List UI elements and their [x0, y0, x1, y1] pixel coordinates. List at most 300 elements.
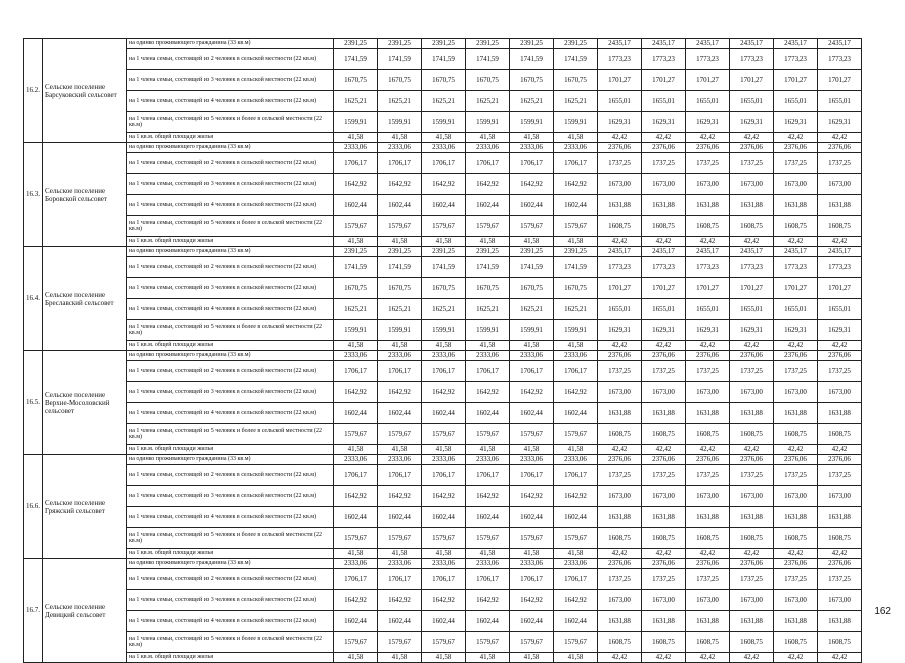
value-cell: 1631,88 — [774, 507, 818, 528]
value-cell: 1602,44 — [334, 403, 378, 424]
value-cell: 1631,88 — [686, 507, 730, 528]
value-cell: 1737,25 — [598, 465, 642, 486]
value-cell: 1737,25 — [642, 465, 686, 486]
value-cell: 1741,59 — [334, 257, 378, 278]
value-cell: 1602,44 — [510, 195, 554, 216]
value-cell: 1642,92 — [466, 382, 510, 403]
value-cell: 2435,17 — [774, 247, 818, 257]
value-cell: 41,58 — [422, 445, 466, 455]
value-cell: 1629,31 — [598, 320, 642, 341]
value-cell: 1673,00 — [818, 382, 862, 403]
value-cell: 1670,75 — [510, 278, 554, 299]
value-cell: 1579,67 — [466, 528, 510, 549]
value-cell: 41,58 — [378, 549, 422, 559]
value-cell: 1631,88 — [686, 611, 730, 632]
value-cell: 2435,17 — [686, 247, 730, 257]
value-cell: 1741,59 — [334, 49, 378, 70]
value-cell: 1670,75 — [510, 70, 554, 91]
value-cell: 42,42 — [598, 133, 642, 143]
row-description: на одинко проживающего гражданина (33 кв.м) — [127, 247, 334, 257]
value-cell: 42,42 — [686, 341, 730, 351]
value-cell: 2333,06 — [422, 559, 466, 569]
value-cell: 42,42 — [774, 133, 818, 143]
value-cell: 2333,06 — [334, 455, 378, 465]
value-cell: 2376,06 — [818, 559, 862, 569]
value-cell: 42,42 — [730, 549, 774, 559]
value-cell: 1673,00 — [642, 590, 686, 611]
value-cell: 2391,25 — [510, 39, 554, 49]
value-cell: 1737,25 — [818, 361, 862, 382]
value-cell: 1642,92 — [378, 174, 422, 195]
value-cell: 1599,91 — [554, 320, 598, 341]
row-description: на 1 члена семьи, состоящей из 5 человек и более в сельской местности (22 кв.м) — [127, 112, 334, 133]
value-cell: 2391,25 — [422, 39, 466, 49]
value-cell: 2391,25 — [466, 39, 510, 49]
value-cell: 41,58 — [422, 653, 466, 663]
value-cell: 1599,91 — [422, 112, 466, 133]
value-cell: 1673,00 — [730, 382, 774, 403]
value-cell: 1608,75 — [818, 424, 862, 445]
value-cell: 1579,67 — [554, 528, 598, 549]
value-cell: 2391,25 — [554, 39, 598, 49]
value-cell: 1670,75 — [422, 278, 466, 299]
value-cell: 1579,67 — [334, 528, 378, 549]
value-cell: 1629,31 — [598, 112, 642, 133]
value-cell: 42,42 — [598, 237, 642, 247]
settlement-name: Сельское поселение Барсуковский сельсовет — [43, 39, 127, 143]
value-cell: 1741,59 — [422, 49, 466, 70]
value-cell: 41,58 — [510, 341, 554, 351]
value-cell: 1625,21 — [466, 91, 510, 112]
value-cell: 1602,44 — [422, 403, 466, 424]
value-cell: 42,42 — [774, 549, 818, 559]
value-cell: 1673,00 — [598, 590, 642, 611]
value-cell: 2435,17 — [598, 39, 642, 49]
value-cell: 41,58 — [554, 341, 598, 351]
value-cell: 41,58 — [510, 445, 554, 455]
table-row — [24, 455, 862, 465]
value-cell: 1602,44 — [422, 611, 466, 632]
value-cell: 1631,88 — [774, 403, 818, 424]
row-description: на 1 члена семьи, состоящей из 5 человек и более в сельской местности (22 кв.м) — [127, 424, 334, 445]
value-cell: 2333,06 — [510, 351, 554, 361]
row-description: на 1 члена семьи, состоящей из 4 человек в сельской местности (22 кв.м) — [127, 91, 334, 112]
value-cell: 1706,17 — [554, 361, 598, 382]
value-cell: 1773,23 — [598, 257, 642, 278]
value-cell: 1608,75 — [774, 632, 818, 653]
value-cell: 1608,75 — [730, 216, 774, 237]
value-cell: 1706,17 — [422, 569, 466, 590]
value-cell: 1773,23 — [642, 49, 686, 70]
value-cell: 42,42 — [686, 445, 730, 455]
value-cell: 1706,17 — [378, 465, 422, 486]
table-row — [24, 153, 862, 174]
table-row — [24, 403, 862, 424]
value-cell: 1737,25 — [686, 153, 730, 174]
value-cell: 1642,92 — [554, 590, 598, 611]
value-cell: 1670,75 — [422, 70, 466, 91]
value-cell: 1701,27 — [598, 70, 642, 91]
value-cell: 1737,25 — [774, 465, 818, 486]
value-cell: 2333,06 — [466, 351, 510, 361]
value-cell: 1579,67 — [334, 632, 378, 653]
value-cell: 1670,75 — [466, 278, 510, 299]
value-cell: 1629,31 — [730, 112, 774, 133]
row-index: 16.3. — [24, 143, 43, 247]
value-cell: 41,58 — [422, 549, 466, 559]
value-cell: 1579,67 — [554, 216, 598, 237]
tariff-table — [23, 38, 862, 663]
value-cell: 1642,92 — [510, 174, 554, 195]
value-cell: 42,42 — [774, 653, 818, 663]
row-description: на 1 члена семьи, состоящей из 4 человек в сельской местности (22 кв.м) — [127, 299, 334, 320]
value-cell: 2376,06 — [730, 351, 774, 361]
value-cell: 1655,01 — [774, 299, 818, 320]
value-cell: 1602,44 — [554, 507, 598, 528]
value-cell: 1773,23 — [818, 49, 862, 70]
value-cell: 1608,75 — [730, 528, 774, 549]
value-cell: 2333,06 — [422, 455, 466, 465]
value-cell: 41,58 — [334, 549, 378, 559]
value-cell: 41,58 — [466, 445, 510, 455]
value-cell: 2333,06 — [510, 559, 554, 569]
value-cell: 1608,75 — [818, 216, 862, 237]
value-cell: 2376,06 — [598, 351, 642, 361]
value-cell: 1706,17 — [422, 465, 466, 486]
row-description: на 1 члена семьи, состоящей из 4 человек в сельской местности (22 кв.м) — [127, 195, 334, 216]
value-cell: 1631,88 — [730, 611, 774, 632]
value-cell: 1701,27 — [774, 70, 818, 91]
value-cell: 1706,17 — [510, 153, 554, 174]
value-cell: 1701,27 — [818, 278, 862, 299]
table-row — [24, 569, 862, 590]
value-cell: 1673,00 — [686, 174, 730, 195]
value-cell: 1631,88 — [730, 507, 774, 528]
value-cell: 1737,25 — [774, 569, 818, 590]
value-cell: 2376,06 — [774, 143, 818, 153]
value-cell: 1629,31 — [686, 320, 730, 341]
value-cell: 1673,00 — [818, 486, 862, 507]
value-cell: 42,42 — [818, 133, 862, 143]
value-cell: 42,42 — [686, 237, 730, 247]
value-cell: 2391,25 — [554, 247, 598, 257]
value-cell: 1602,44 — [378, 507, 422, 528]
value-cell: 1602,44 — [378, 611, 422, 632]
value-cell: 1608,75 — [598, 424, 642, 445]
value-cell: 41,58 — [334, 341, 378, 351]
value-cell: 1631,88 — [730, 195, 774, 216]
row-description: на 1 члена семьи, состоящей из 5 человек и более в сельской местности (22 кв.м) — [127, 216, 334, 237]
table-row — [24, 39, 862, 49]
value-cell: 1642,92 — [466, 174, 510, 195]
row-description: на 1 кв.м. общей площади жилья — [127, 341, 334, 351]
value-cell: 2333,06 — [422, 143, 466, 153]
value-cell: 1579,67 — [378, 632, 422, 653]
value-cell: 2333,06 — [510, 455, 554, 465]
row-description: на 1 члена семьи, состоящей из 2 человек в сельской местности (22 кв.м) — [127, 257, 334, 278]
value-cell: 1773,23 — [686, 257, 730, 278]
table-row — [24, 341, 862, 351]
value-cell: 1706,17 — [554, 465, 598, 486]
value-cell: 1631,88 — [818, 507, 862, 528]
value-cell: 42,42 — [642, 237, 686, 247]
value-cell: 41,58 — [554, 133, 598, 143]
value-cell: 1631,88 — [642, 403, 686, 424]
value-cell: 1599,91 — [510, 320, 554, 341]
value-cell: 2391,25 — [378, 247, 422, 257]
value-cell: 1673,00 — [598, 382, 642, 403]
value-cell: 1773,23 — [818, 257, 862, 278]
value-cell: 42,42 — [642, 445, 686, 455]
value-cell: 1670,75 — [554, 278, 598, 299]
value-cell: 2333,06 — [378, 455, 422, 465]
value-cell: 1737,25 — [730, 569, 774, 590]
value-cell: 1642,92 — [510, 486, 554, 507]
table-row — [24, 424, 862, 445]
value-cell: 2376,06 — [774, 351, 818, 361]
value-cell: 1631,88 — [642, 507, 686, 528]
value-cell: 1631,88 — [818, 195, 862, 216]
value-cell: 1579,67 — [466, 216, 510, 237]
value-cell: 1642,92 — [334, 174, 378, 195]
value-cell: 42,42 — [598, 445, 642, 455]
value-cell: 1673,00 — [774, 382, 818, 403]
row-index: 16.2. — [24, 39, 43, 143]
value-cell: 1602,44 — [510, 611, 554, 632]
value-cell: 1741,59 — [510, 49, 554, 70]
value-cell: 2376,06 — [686, 351, 730, 361]
value-cell: 1642,92 — [334, 590, 378, 611]
row-description: на 1 члена семьи, состоящей из 3 человек в сельской местности (22 кв.м) — [127, 278, 334, 299]
value-cell: 1579,67 — [378, 528, 422, 549]
value-cell: 1701,27 — [818, 70, 862, 91]
table-row — [24, 91, 862, 112]
value-cell: 42,42 — [730, 341, 774, 351]
value-cell: 42,42 — [686, 653, 730, 663]
value-cell: 1673,00 — [686, 486, 730, 507]
value-cell: 1631,88 — [730, 403, 774, 424]
value-cell: 41,58 — [378, 341, 422, 351]
value-cell: 42,42 — [686, 133, 730, 143]
value-cell: 1673,00 — [686, 382, 730, 403]
value-cell: 41,58 — [378, 133, 422, 143]
value-cell: 1608,75 — [598, 528, 642, 549]
value-cell: 1579,67 — [554, 632, 598, 653]
value-cell: 1631,88 — [774, 195, 818, 216]
row-description: на 1 члена семьи, состоящей из 2 человек в сельской местности (22 кв.м) — [127, 49, 334, 70]
value-cell: 1737,25 — [642, 153, 686, 174]
value-cell: 1701,27 — [642, 70, 686, 91]
value-cell: 1706,17 — [334, 361, 378, 382]
value-cell: 1706,17 — [422, 153, 466, 174]
table-row — [24, 611, 862, 632]
value-cell: 2376,06 — [642, 455, 686, 465]
value-cell: 1741,59 — [554, 49, 598, 70]
value-cell: 1579,67 — [510, 424, 554, 445]
value-cell: 2435,17 — [730, 247, 774, 257]
value-cell: 1602,44 — [378, 195, 422, 216]
value-cell: 1602,44 — [554, 403, 598, 424]
value-cell: 1625,21 — [554, 299, 598, 320]
table-row — [24, 133, 862, 143]
value-cell: 1655,01 — [642, 299, 686, 320]
row-description: на 1 члена семьи, состоящей из 3 человек в сельской местности (22 кв.м) — [127, 382, 334, 403]
value-cell: 1602,44 — [466, 403, 510, 424]
value-cell: 1642,92 — [422, 174, 466, 195]
table-row — [24, 216, 862, 237]
value-cell: 1579,67 — [510, 632, 554, 653]
value-cell: 1631,88 — [598, 403, 642, 424]
value-cell: 1599,91 — [510, 112, 554, 133]
table-row — [24, 361, 862, 382]
row-description: на 1 члена семьи, состоящей из 4 человек в сельской местности (22 кв.м) — [127, 611, 334, 632]
value-cell: 1602,44 — [510, 507, 554, 528]
value-cell: 1655,01 — [686, 91, 730, 112]
value-cell: 1706,17 — [466, 569, 510, 590]
value-cell: 41,58 — [466, 653, 510, 663]
value-cell: 1599,91 — [466, 320, 510, 341]
value-cell: 41,58 — [422, 133, 466, 143]
settlement-name: Сельское поселение Гряжский сельсовет — [43, 455, 127, 559]
row-description: на одинко проживающего гражданина (33 кв.м) — [127, 559, 334, 569]
value-cell: 1737,25 — [818, 569, 862, 590]
value-cell: 41,58 — [510, 237, 554, 247]
value-cell: 1608,75 — [686, 216, 730, 237]
value-cell: 1741,59 — [378, 257, 422, 278]
value-cell: 1706,17 — [334, 569, 378, 590]
value-cell: 1608,75 — [642, 632, 686, 653]
value-cell: 1706,17 — [510, 569, 554, 590]
value-cell: 1602,44 — [422, 507, 466, 528]
value-cell: 1599,91 — [466, 112, 510, 133]
value-cell: 1773,23 — [686, 49, 730, 70]
row-description: на 1 члена семьи, состоящей из 3 человек в сельской местности (22 кв.м) — [127, 174, 334, 195]
value-cell: 1673,00 — [774, 174, 818, 195]
value-cell: 1608,75 — [730, 424, 774, 445]
value-cell: 1579,67 — [554, 424, 598, 445]
table-row — [24, 351, 862, 361]
value-cell: 1602,44 — [554, 195, 598, 216]
value-cell: 1655,01 — [598, 91, 642, 112]
table-row — [24, 632, 862, 653]
value-cell: 1670,75 — [378, 70, 422, 91]
value-cell: 1737,25 — [730, 361, 774, 382]
value-cell: 1673,00 — [818, 590, 862, 611]
value-cell: 2376,06 — [774, 559, 818, 569]
table-row — [24, 549, 862, 559]
table-row — [24, 590, 862, 611]
value-cell: 1673,00 — [818, 174, 862, 195]
value-cell: 1631,88 — [818, 611, 862, 632]
value-cell: 42,42 — [642, 653, 686, 663]
value-cell: 1673,00 — [642, 382, 686, 403]
table-row — [24, 445, 862, 455]
value-cell: 1631,88 — [598, 195, 642, 216]
value-cell: 1631,88 — [774, 611, 818, 632]
value-cell: 1642,92 — [378, 382, 422, 403]
value-cell: 1642,92 — [510, 590, 554, 611]
value-cell: 1625,21 — [422, 299, 466, 320]
row-description: на 1 члена семьи, состоящей из 4 человек в сельской местности (22 кв.м) — [127, 403, 334, 424]
value-cell: 2333,06 — [334, 143, 378, 153]
value-cell: 1701,27 — [642, 278, 686, 299]
value-cell: 1737,25 — [642, 569, 686, 590]
value-cell: 2333,06 — [554, 455, 598, 465]
value-cell: 2333,06 — [466, 559, 510, 569]
settlement-name: Сельское поселение Бреславский сельсовет — [43, 247, 127, 351]
value-cell: 1673,00 — [730, 486, 774, 507]
row-description: на 1 кв.м. общей площади жилья — [127, 445, 334, 455]
row-description: на 1 члена семьи, состоящей из 2 человек в сельской местности (22 кв.м) — [127, 361, 334, 382]
value-cell: 1642,92 — [422, 382, 466, 403]
value-cell: 1655,01 — [730, 91, 774, 112]
value-cell: 2333,06 — [378, 351, 422, 361]
value-cell: 2435,17 — [642, 247, 686, 257]
value-cell: 2391,25 — [422, 247, 466, 257]
settlement-name: Сельское поселение Боровской сельсовет — [43, 143, 127, 247]
value-cell: 42,42 — [730, 653, 774, 663]
value-cell: 1741,59 — [378, 49, 422, 70]
value-cell: 1706,17 — [378, 361, 422, 382]
row-description: на одинко проживающего гражданина (33 кв.м) — [127, 143, 334, 153]
value-cell: 42,42 — [730, 237, 774, 247]
row-description: на 1 члена семьи, состоящей из 2 человек в сельской местности (22 кв.м) — [127, 569, 334, 590]
value-cell: 2376,06 — [818, 455, 862, 465]
value-cell: 1701,27 — [686, 70, 730, 91]
value-cell: 1706,17 — [554, 153, 598, 174]
value-cell: 41,58 — [554, 653, 598, 663]
value-cell: 1741,59 — [466, 257, 510, 278]
value-cell: 2435,17 — [642, 39, 686, 49]
value-cell: 1608,75 — [686, 528, 730, 549]
value-cell: 1579,67 — [422, 424, 466, 445]
value-cell: 1706,17 — [378, 153, 422, 174]
value-cell: 1673,00 — [686, 590, 730, 611]
value-cell: 2376,06 — [686, 455, 730, 465]
value-cell: 41,58 — [422, 341, 466, 351]
table-row — [24, 382, 862, 403]
row-description: на 1 члена семьи, состоящей из 2 человек в сельской местности (22 кв.м) — [127, 465, 334, 486]
value-cell: 1608,75 — [818, 528, 862, 549]
value-cell: 1642,92 — [422, 486, 466, 507]
value-cell: 41,58 — [510, 133, 554, 143]
value-cell: 2376,06 — [598, 559, 642, 569]
value-cell: 42,42 — [730, 445, 774, 455]
value-cell: 1625,21 — [378, 299, 422, 320]
value-cell: 1642,92 — [334, 486, 378, 507]
value-cell: 1670,75 — [334, 70, 378, 91]
value-cell: 42,42 — [818, 549, 862, 559]
value-cell: 1599,91 — [334, 320, 378, 341]
table-row — [24, 257, 862, 278]
value-cell: 1629,31 — [774, 320, 818, 341]
value-cell: 1608,75 — [686, 424, 730, 445]
value-cell: 1631,88 — [686, 403, 730, 424]
value-cell: 42,42 — [598, 653, 642, 663]
value-cell: 1608,75 — [642, 424, 686, 445]
value-cell: 2333,06 — [378, 559, 422, 569]
value-cell: 1741,59 — [466, 49, 510, 70]
value-cell: 1701,27 — [598, 278, 642, 299]
row-description: на одинко проживающего гражданина (33 кв.м) — [127, 39, 334, 49]
value-cell: 1602,44 — [466, 611, 510, 632]
value-cell: 1625,21 — [334, 91, 378, 112]
value-cell: 42,42 — [818, 653, 862, 663]
value-cell: 1737,25 — [598, 569, 642, 590]
value-cell: 1602,44 — [334, 611, 378, 632]
value-cell: 1599,91 — [378, 320, 422, 341]
value-cell: 1579,67 — [466, 632, 510, 653]
